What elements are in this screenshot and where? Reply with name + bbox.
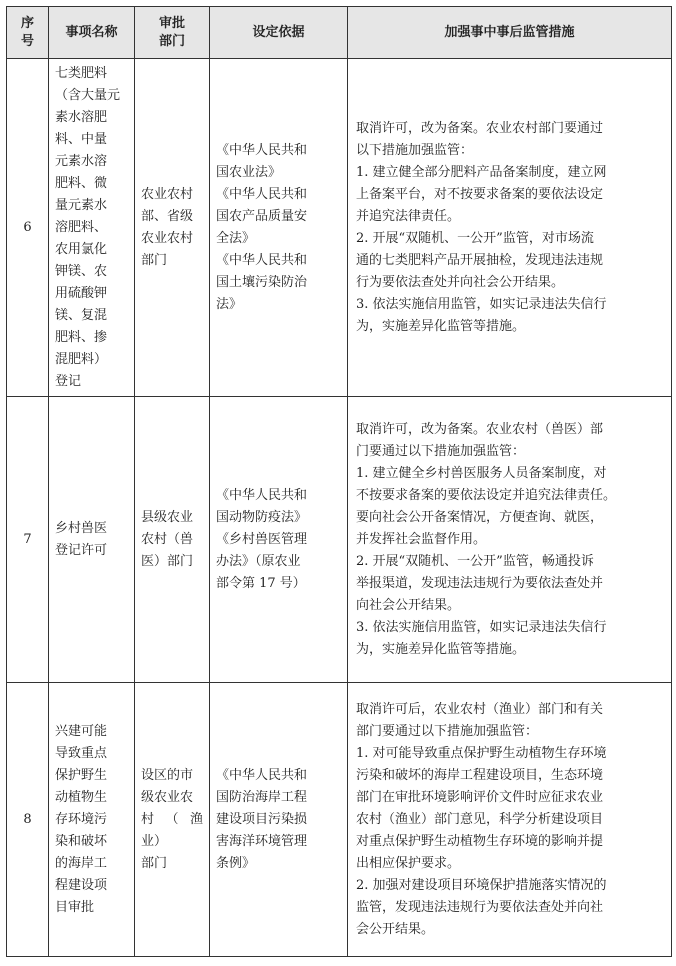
row-item-name: 兴建可能 导致重点 保护野生 动植物生 存环境污 染和破坏 的海岸工 程建设项 目审批 [49,683,135,957]
row-dept: 设区的市 级农业农 村（渔业） 部门 [135,683,210,957]
table-row [7,683,672,957]
header-dept: 审批 部门 [135,7,210,59]
row-seq: 8 [7,683,49,957]
table-row [7,59,672,397]
header-measures: 加强事中事后监管措施 [348,7,672,59]
table-row [7,397,672,683]
table-header-row [7,7,672,59]
row-measures: 取消许可，改为备案。农业农村部门要通过 以下措施加强监管： 1. 建立健全部分肥料产品备案制度，建立网 上备案平台，对不按要求备案的要依法设定 并追究法律责任。 2. 开展“双随机、一公开”监管，对市场流 通的七类肥料产品开展抽检，发现违法违规 行为要依法查处并向社会公开结果。 3. 依法实施信用监管，如实记录违法失信行 为，实施差异化监管等措施。 [348,59,672,397]
header-basis: 设定依据 [210,7,348,59]
row-item-name: 乡村兽医 登记许可 [49,397,135,683]
row-measures: 取消许可后，农业农村（渔业）部门和有关 部门要通过以下措施加强监管： 1. 对可能导致重点保护野生动植物生存环境 污染和破坏的海岸工程建设项目，生态环境 部门在审批环境影响评价文件时应征求农业 农村（渔业）部门意见，科学分析建设项目 对重点保护野生动植物生存环境的影响并提 出相应保护要求。 2. 加强对建设项目环境保护措施落实情况的 监管，发现违法违规行为要依法查处并向社 会公开结果。 [348,683,672,957]
row-dept: 县级农业 农村（兽 医）部门 [135,397,210,683]
row-basis: 《中华人民共和 国农业法》 《中华人民共和 国农产品质量安 全法》 《中华人民共和 国土壤污染防治 法》 [210,59,348,397]
row-seq: 7 [7,397,49,683]
row-basis: 《中华人民共和 国防治海岸工程 建设项目污染损 害海洋环境管理 条例》 [210,683,348,957]
row-basis: 《中华人民共和 国动物防疫法》 《乡村兽医管理 办法》（原农业 部令第 17 号） [210,397,348,683]
row-dept: 农业农村 部、省级 农业农村 部门 [135,59,210,397]
row-measures: 取消许可，改为备案。农业农村（兽医）部 门要通过以下措施加强监管： 1. 建立健全乡村兽医服务人员备案制度，对 不按要求备案的要依法设定并追究法律责任。 要向社会公开备案情况，方便查询、就医， 并发挥社会监督作用。 2. 开展“双随机、一公开”监管，畅通投诉 举报渠道，发现违法违规行为要依法查处并 向社会公开结果。 3. 依法实施信用监管，如实记录违法失信行 为，实施差异化监管等措施。 [348,397,672,683]
row-item-name: 七类肥料 （含大量元 素水溶肥 料、中量 元素水溶 肥料、微 量元素水 溶肥料、 农用氯化 钾镁、农 用硫酸钾 镁、复混 肥料、掺 混肥料） 登记 [49,59,135,397]
regulation-table [6,6,672,957]
row-seq: 6 [7,59,49,397]
header-seq: 序 号 [7,7,49,59]
header-name: 事项名称 [49,7,135,59]
